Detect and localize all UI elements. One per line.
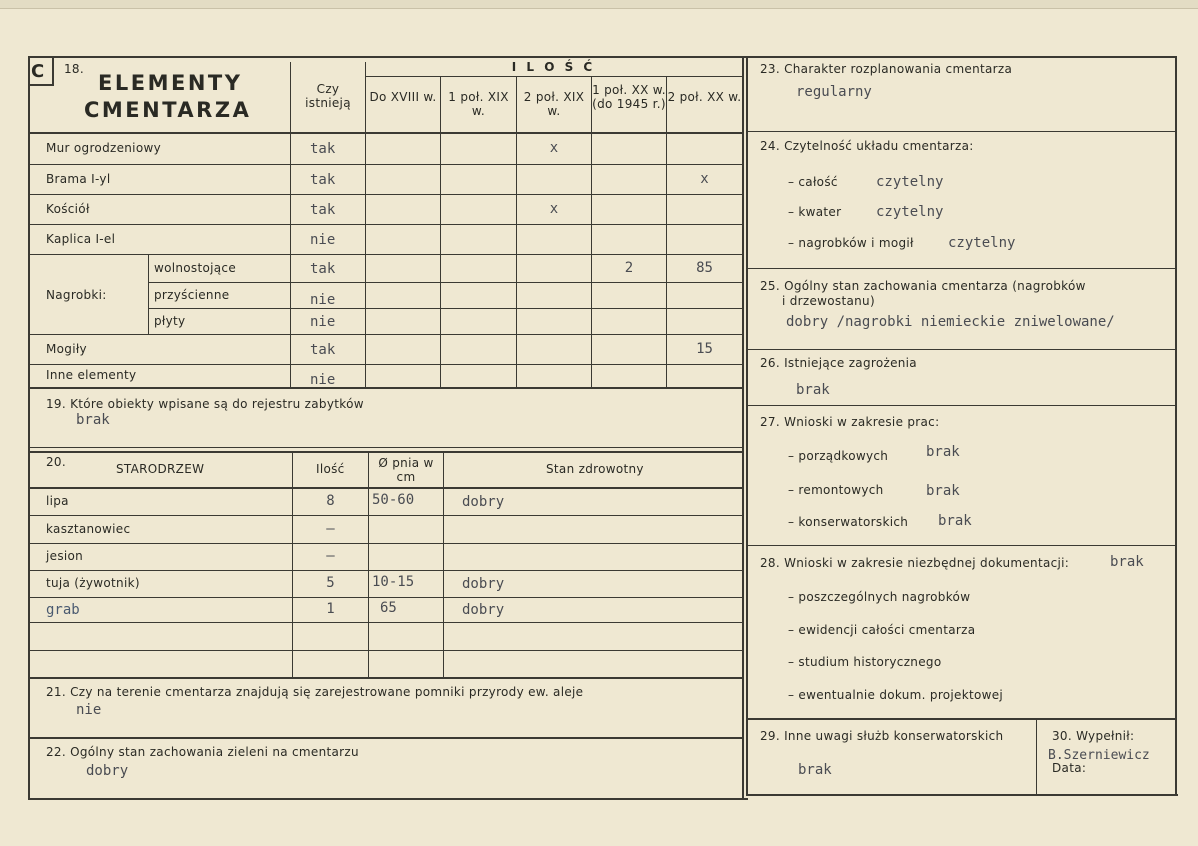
s18-vline [365, 62, 366, 388]
s27-bottom [748, 545, 1176, 546]
s27-item-label: – remontowych [788, 483, 884, 497]
s24-item-label: – całość [788, 175, 838, 189]
s20-row-line [30, 597, 742, 598]
s27-item-label: – porządkowych [788, 449, 889, 463]
s18-row-label: Mogiły [46, 342, 87, 356]
s20-header-bottom [30, 487, 742, 489]
tree-count: 8 [326, 493, 335, 509]
s22-value: dobry [86, 763, 129, 779]
tree-name: grab [46, 602, 80, 618]
s28-item: – poszczególnych nagrobków [788, 590, 971, 604]
frame-left [28, 56, 30, 800]
s19-label: 19. Które obiekty wpisane są do rejestru zabytków [46, 397, 364, 411]
s18-row-label: Brama I-yl [46, 172, 111, 186]
s26-bottom [748, 405, 1176, 406]
s20-row-line [30, 622, 742, 623]
s20-number: 20. [46, 455, 66, 469]
tree-count: 1 [326, 601, 335, 617]
period-header: 1 poł. XX w. (do 1945 r.) [592, 83, 666, 111]
s21-value: nie [76, 702, 102, 718]
s18-row-label: Kościół [46, 202, 90, 216]
s18-period-cell: 2 [624, 260, 634, 276]
tree-diameter: 10-15 [372, 574, 415, 590]
period-header: 2 poł. XIX w. [523, 90, 585, 118]
s18-row-exists: nie [310, 372, 336, 388]
s23-label: 23. Charakter rozplanowania cmentarza [760, 62, 1013, 76]
s24-item-value: czytelny [876, 204, 944, 220]
frame-top [28, 56, 1176, 58]
s30-value: B.Szerniewicz [1048, 748, 1150, 763]
tree-count: – [326, 548, 335, 564]
s29-value: brak [798, 762, 832, 778]
s18-row-label: Mur ogrodzeniowy [46, 141, 161, 155]
s18-row-exists: tak [310, 202, 336, 218]
s24-label: 24. Czytelność układu cmentarza: [760, 139, 974, 153]
s25-label-line1: 25. Ogólny stan zachowania cmentarza (nagrobków [760, 279, 1086, 293]
s18-number: 18. [64, 62, 84, 76]
s18-vline [591, 76, 592, 388]
s18-period-cell: x [700, 171, 709, 187]
s18-period-cell: x [549, 201, 559, 217]
s18-row-exists: nie [310, 314, 336, 330]
frame-bottom-left [28, 798, 748, 800]
s30-label: 30. Wypełnił: [1052, 729, 1135, 743]
s27-item-value: brak [926, 444, 960, 460]
s18-vline [516, 76, 517, 388]
s29-label: 29. Inne uwagi służb konserwatorskich [760, 729, 1004, 743]
s23-bottom [748, 131, 1176, 132]
card-top-edge [0, 0, 1198, 9]
s20-title: STARODRZEW [116, 462, 205, 476]
s24-bottom [748, 268, 1176, 269]
s28-item: – ewidencji całości cmentarza [788, 623, 976, 637]
s18-title-line2: CMENTARZA [84, 98, 252, 122]
s18-row-line [30, 194, 742, 195]
s27-item-value: brak [926, 483, 960, 499]
s18-row-line [30, 364, 742, 365]
tree-name: kasztanowiec [46, 522, 131, 536]
frame-right [1175, 56, 1177, 796]
s27-item-label: – konserwatorskich [788, 515, 909, 529]
s18-bottom [28, 387, 742, 389]
period-header: 2 poł. XX w. [667, 90, 742, 104]
s28-bottom [748, 718, 1176, 720]
s28-item: – studium historycznego [788, 655, 942, 669]
s20-row-line [30, 570, 742, 571]
tree-health: dobry [462, 602, 505, 618]
s18-row-exists: tak [310, 172, 336, 188]
s19-value: brak [76, 412, 110, 428]
s18-row-label: przyścienne [154, 288, 230, 302]
s18-row-label: Kaplica I-el [46, 232, 116, 246]
s18-row-line [30, 254, 742, 255]
nagrobki-label: Nagrobki: [46, 288, 107, 302]
col-header-exists: Czy istnieją [305, 82, 351, 110]
tree-health: dobry [462, 494, 505, 510]
frame-bottom-right [748, 794, 1178, 796]
s18-row-label: wolnostojące [154, 261, 237, 275]
s18-period-cell: x [549, 140, 559, 156]
tree-health: dobry [462, 576, 505, 592]
period-header: 1 poł. XIX w. [448, 90, 509, 118]
s18-row-exists: tak [310, 141, 336, 157]
s18-row-label: Inne elementy [46, 368, 137, 382]
s21-label: 21. Czy na terenie cmentarza znajdują się zarejestrowane pomniki przyrody ew. aleje [46, 685, 584, 699]
right-half-border [746, 56, 748, 796]
s21-bottom [28, 737, 742, 739]
tree-name: tuja (żywotnik) [46, 576, 140, 590]
s18-row-exists: tak [310, 342, 336, 358]
tree-count: – [326, 521, 335, 537]
s18-title-line1: ELEMENTY [98, 71, 243, 95]
s20-row-line [30, 515, 742, 516]
s18-row-line [30, 334, 742, 335]
s25-value: dobry /nagrobki niemieckie zniwelowane/ [786, 314, 1115, 330]
period-header: Do XVIII w. [369, 90, 437, 104]
tree-diameter: 65 [380, 600, 397, 616]
s24-item-value: czytelny [876, 174, 944, 190]
s18-period-cell: 15 [696, 341, 713, 357]
s24-item-label: – kwater [788, 205, 842, 219]
col-header-ilosc: I L O Ś Ć [511, 60, 596, 74]
s19-bottom [28, 447, 742, 448]
s18-header-bottom [28, 132, 742, 134]
s26-label: 26. Istniejące zagrożenia [760, 356, 917, 370]
s29-s30-divider [1036, 719, 1037, 795]
s24-item-value: czytelny [948, 235, 1016, 251]
tree-diameter: 50-60 [372, 492, 415, 508]
s30-date-label: Data: [1052, 761, 1087, 775]
s20-bottom [28, 677, 742, 679]
s27-label: 27. Wnioski w zakresie prac: [760, 415, 940, 429]
s20-col-diam: Ø pnia w cm [378, 456, 434, 484]
s18-row-line [148, 308, 742, 309]
s20-row-line [30, 543, 742, 544]
s28-item: – ewentualnie dokum. projektowej [788, 688, 1004, 702]
s20-col-count: Ilość [316, 462, 345, 476]
s18-row-line [148, 282, 742, 283]
s20-col-health: Stan zdrowotny [546, 462, 644, 476]
section-letter-box [28, 58, 54, 86]
tree-name: jesion [46, 549, 84, 563]
s24-item-label: – nagrobków i mogił [788, 236, 914, 250]
s23-value: regularny [796, 84, 872, 100]
s28-label: 28. Wnioski w zakresie niezbędnej dokumentacji: [760, 556, 1070, 570]
s22-label: 22. Ogólny stan zachowania zieleni na cmentarzu [46, 745, 359, 759]
s27-item-value: brak [938, 513, 972, 529]
s18-vline [290, 62, 291, 388]
tree-name: lipa [46, 494, 69, 508]
s20-row-line [30, 650, 742, 651]
s18-row-exists: nie [310, 292, 336, 308]
s18-row-exists: nie [310, 232, 336, 248]
s18-row-line [30, 224, 742, 225]
s18-row-exists: tak [310, 261, 336, 277]
nagrobki-divider [148, 254, 149, 334]
s18-row-line [30, 164, 742, 165]
s20-top [28, 451, 742, 453]
section-letter: C [31, 61, 45, 82]
s18-vline [440, 76, 441, 388]
s18-period-cell: 85 [696, 260, 713, 276]
s25-bottom [748, 349, 1176, 350]
s18-row-label: płyty [154, 314, 186, 328]
s25-label-line2: i drzewostanu) [782, 294, 875, 308]
s26-value: brak [796, 382, 830, 398]
tree-count: 5 [326, 575, 335, 591]
s28-value: brak [1110, 554, 1144, 570]
s18-ilosc-underline [365, 76, 742, 77]
left-half-border [742, 56, 744, 800]
